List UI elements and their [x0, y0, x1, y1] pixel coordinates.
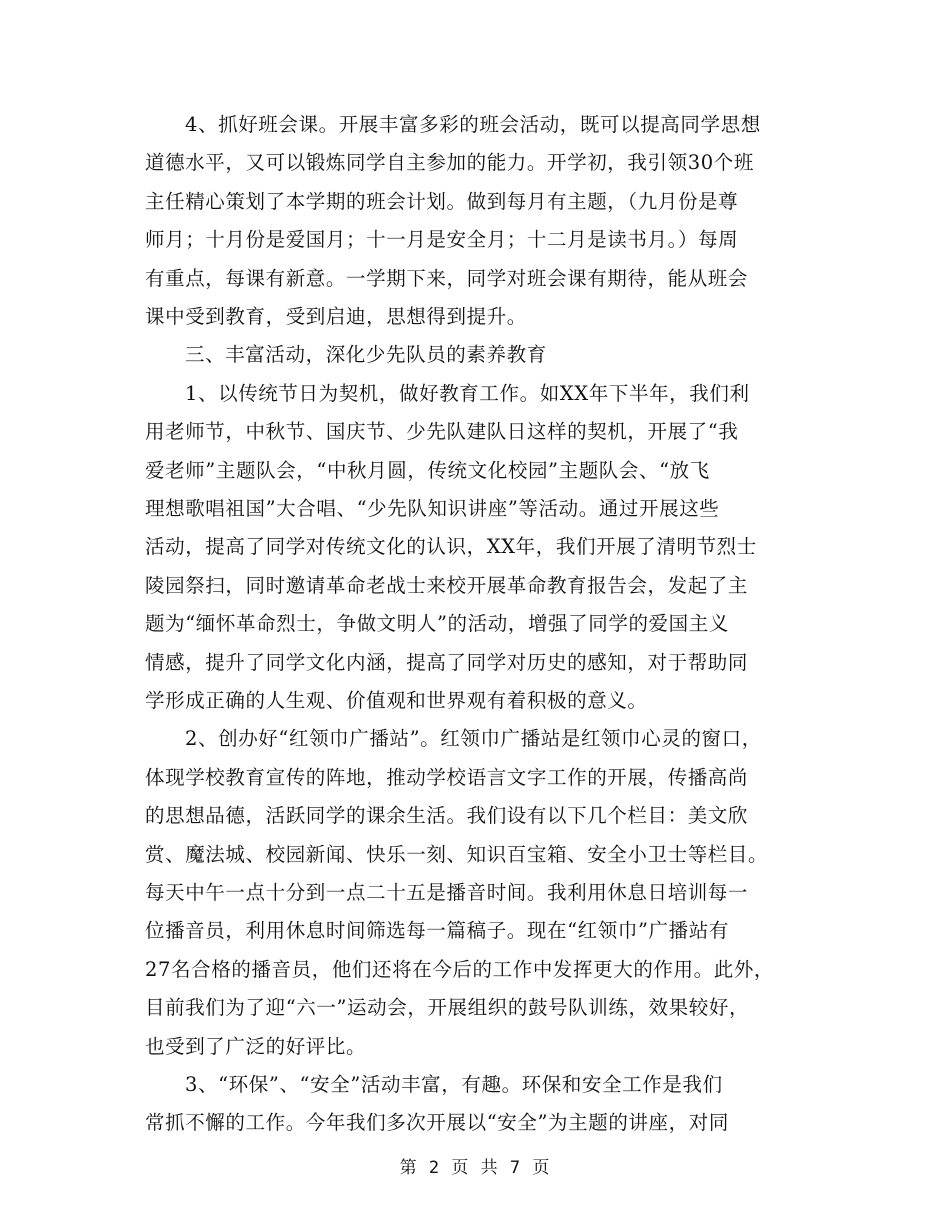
text-line: 用老师节，中秋节、国庆节、少先队建队日这样的契机，开展了“我 [145, 420, 739, 444]
text-line: 情感，提升了同学文化内涵，提高了同学对历史的感知，对于帮助同 [145, 650, 749, 674]
text-line: 赏、魔法城、校园新闻、快乐一刻、知识百宝箱、安全小卫士等栏目。 [145, 842, 769, 866]
text-line: 体现学校教育宣传的阵地，推动学校语言文字工作的开展，传播高尚 [145, 765, 749, 789]
text-line: 位播音员，利用休息时间筛选每一篇稿子。现在“红领巾”广播站有 [145, 919, 729, 943]
text-line: 有重点，每课有新意。一学期下来，同学对班会课有期待，能从班会 [145, 266, 749, 290]
page-footer: 第 2 页 共 7 页 [399, 1158, 551, 1178]
text-line: 主任精心策划了本学期的班会计划。做到每月有主题，（九月份是尊 [145, 189, 739, 213]
text-line: 活动，提高了同学对传统文化的认识，XX年，我们开展了清明节烈士 [145, 535, 757, 559]
text-line: 3、“环保”、“安全”活动丰富，有趣。环保和安全工作是我们 [185, 1073, 723, 1096]
text-line: 常抓不懈的工作。今年我们多次开展以“安全”为主题的讲座，对同 [145, 1111, 729, 1135]
text-line: 道德水平，又可以锻炼同学自主参加的能力。开学初，我引领30个班 [145, 151, 754, 175]
text-line: 2、创办好“红领巾广播站”。红领巾广播站是红领巾心灵的窗口， [185, 727, 762, 751]
text-line: 的思想品德，活跃同学的课余生活。我们设有以下几个栏目：美文欣 [145, 804, 749, 828]
text-line: 1、以传统节日为契机，做好教育工作。如XX年下半年，我们利 [185, 381, 750, 405]
text-line: 爱老师”主题队会，“中秋月圆，传统文化校园”主题队会、“放飞 [145, 458, 710, 482]
text-line: 理想歌唱祖国”大合唱、“少先队知识讲座”等活动。通过开展这些 [145, 497, 720, 520]
text-line: 陵园祭扫，同时邀请革命老战士来校开展革命教育报告会，发起了主 [145, 573, 749, 597]
text-line: 三、丰富活动，深化少先队员的素养教育 [185, 343, 547, 367]
text-line: 每天中午一点十分到一点二十五是播音时间。我利用休息日培训每一 [145, 881, 749, 904]
text-line: 也受到了广泛的好评比。 [145, 1034, 367, 1058]
text-line: 目前我们为了迎“六一”运动会，开展组织的鼓号队训练，效果较好， [145, 996, 750, 1020]
text-line: 27名合格的播音员，他们还将在今后的工作中发挥更大的作用。此外， [145, 957, 775, 981]
text-line: 4、抓好班会课。开展丰富多彩的班会活动，既可以提高同学思想 [185, 113, 761, 136]
text-line: 课中受到教育，受到启迪，思想得到提升。 [145, 305, 527, 328]
text-line: 师月；十月份是爱国月；十一月是安全月；十二月是读书月。）每周 [145, 228, 739, 252]
text-line: 学形成正确的人生观、价值观和世界观有着积极的意义。 [145, 689, 648, 712]
text-line: 题为“缅怀革命烈士，争做文明人”的活动，增强了同学的爱国主义 [145, 612, 729, 636]
